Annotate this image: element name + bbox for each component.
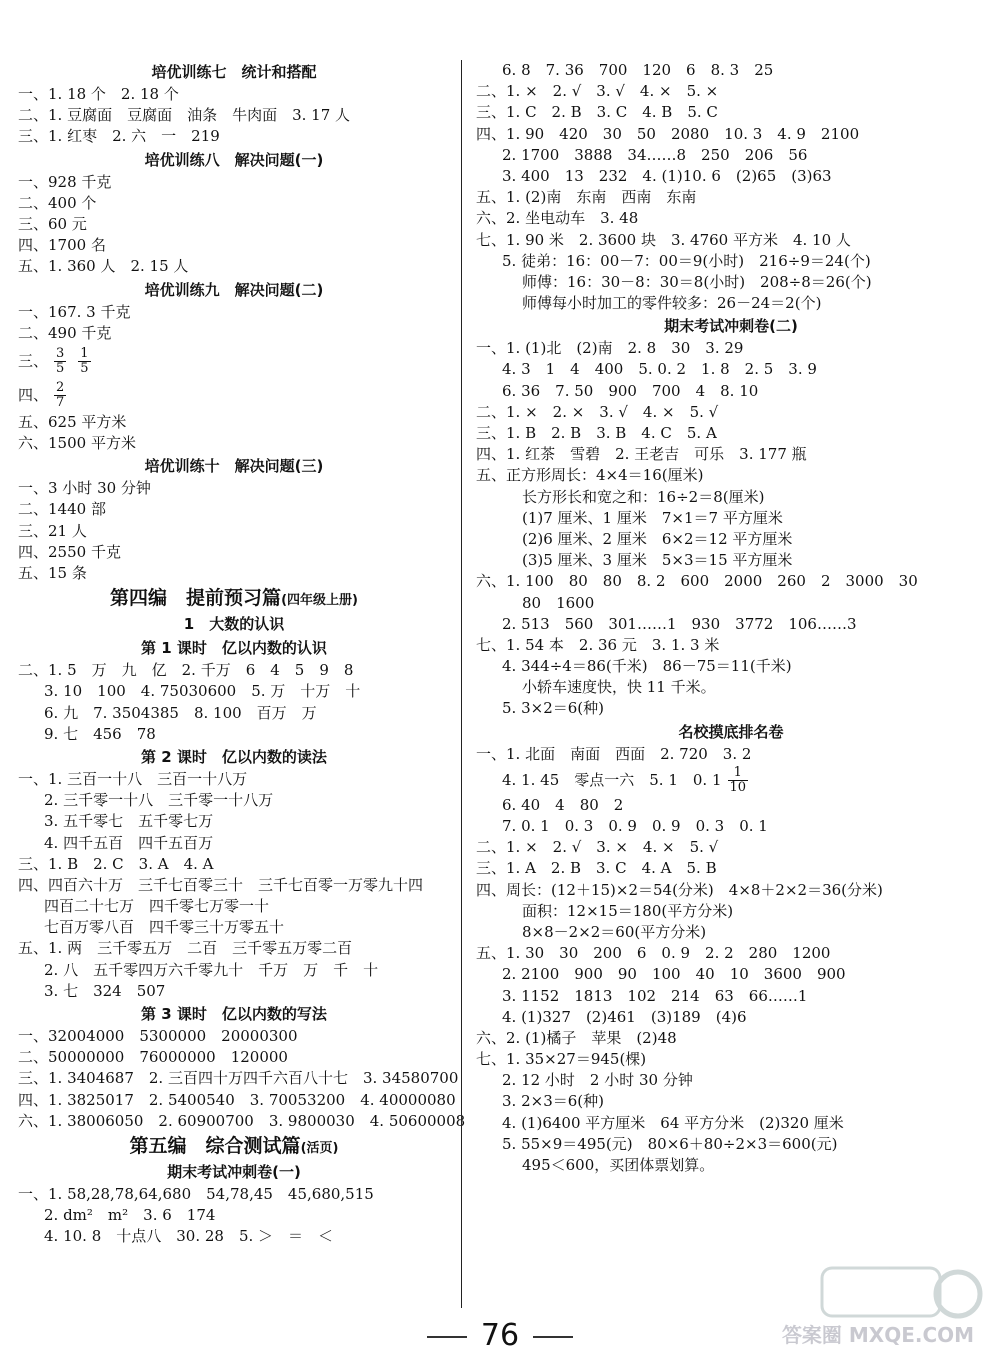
answer-line: 四、1. 3825017 2. 5400540 3. 70053200 4. 40000080: [18, 1090, 456, 1109]
answer-line: 80 1600: [522, 593, 595, 612]
section-title: 第 3 课时 亿以内数的写法: [141, 1005, 327, 1023]
fraction-denominator: 7: [56, 395, 65, 411]
answer-line: 一、1. 三百一十八 三百一十八万: [18, 769, 248, 788]
answer-line: 8×8－2×2＝60(平方分米): [522, 922, 707, 941]
watermark-text: 答案圈 MXQE.COM: [781, 1323, 975, 1347]
fraction-numerator: 3: [56, 346, 65, 362]
answer-line: 7. 0. 1 0. 3 0. 9 0. 9 0. 3 0. 1: [502, 817, 768, 835]
answer-line: 三、1. 红枣 2. 六 一 219: [18, 127, 220, 146]
answer-line: 二、1. × 2. √ 3. × 4. × 5. √: [476, 838, 719, 857]
answer-line: 6. 40 4 80 2: [502, 795, 624, 814]
answer-line: 二、1. 豆腐面 豆腐面 油条 牛肉面 3. 17 人: [18, 106, 351, 125]
answer-line: 2. 12 小时 2 小时 30 分钟: [502, 1071, 693, 1090]
answer-line: (1)7 厘米、1 厘米 7×1＝7 平方厘米: [522, 508, 783, 527]
watermark-logo: [781, 1262, 988, 1354]
answer-line: 三、1. B 2. C 3. A 4. A: [18, 854, 214, 873]
answer-line: 小轿车速度快，快 11 千米。: [522, 678, 716, 697]
footer-dash-left: [427, 1336, 467, 1338]
answer-line: 三、1. B 2. B 3. B 4. C 5. A: [476, 424, 717, 442]
watermark-circle: [936, 1272, 980, 1316]
answer-line: 5. 3×2＝6(种): [502, 699, 604, 718]
section-title: 期末考试冲刺卷(二): [664, 317, 798, 336]
answer-line: 4. 3 1 4 400 5. 0. 2 1. 8 2. 5 3. 9: [502, 360, 817, 379]
fraction-denominator: 10: [729, 780, 747, 796]
answer-line: 六、1500 平方米: [18, 434, 136, 453]
answer-line: 三、1. A 2. B 3. C 4. A 5. B: [476, 859, 717, 878]
section-title: 培优训练九 解决问题(二): [144, 280, 324, 299]
answer-line: 5. 徒弟：16：00－7：00＝9(小时) 216÷9＝24(个): [502, 251, 871, 270]
watermark-frame: [822, 1268, 940, 1316]
answer-line: 五、15 条: [18, 564, 87, 582]
answer-line: [476, 765, 986, 795]
answer-line: 6. 8 7. 36 700 120 6 8. 3 25: [502, 61, 774, 79]
answer-line: 长方形长和宽之和：16÷2＝8(厘米): [522, 487, 765, 506]
fraction-numerator: 1: [80, 346, 89, 362]
answer-line: 师傅每小时加工的零件较多：26－24＝2(个): [522, 294, 822, 313]
answer-line: 一、1. (1)北 (2)南 2. 8 30 3. 29: [476, 339, 744, 358]
answer-line: 6. 九 7. 3504385 8. 100 百万 万: [44, 703, 317, 722]
answer-line: 一、32004000 5300000 20000300: [18, 1027, 298, 1045]
answer-line: 4. 10. 8 十点八 30. 28 5. ＞ ＝ ＜: [44, 1227, 334, 1246]
section-title: 培优训练十 解决问题(三): [144, 457, 324, 476]
answer-line: 七、1. 35×27＝945(棵): [476, 1050, 647, 1069]
answer-line: 五、625 平方米: [18, 412, 127, 431]
part-title: [18, 1132, 450, 1160]
answer-line: 三、21 人: [18, 521, 87, 540]
answer-line: 一、1. 北面 南面 西面 2. 720 3. 2: [476, 744, 752, 763]
answer-line: 一、1. 18 个 2. 18 个: [18, 85, 179, 103]
answer-line: 四、1. 90 420 30 50 2080 10. 3 4. 9 2100: [476, 124, 860, 143]
section-title: 名校摸底排名卷: [678, 722, 784, 741]
answer-line: 四、1. 红茶 雪碧 2. 王老吉 可乐 3. 177 瓶: [476, 445, 807, 464]
answer-line: 二、1. × 2. × 3. √ 4. × 5. √: [476, 402, 719, 421]
answer-line: 五、1. 360 人 2. 15 人: [18, 257, 189, 276]
answer-line: 2. 2100 900 90 100 40 10 3600 900: [502, 965, 846, 984]
answer-line: 2. 1700 3888 34……8 250 206 56: [502, 145, 808, 164]
column-divider: [461, 60, 462, 1308]
answer-line: 四、周长：(12＋15)×2＝54(分米) 4×8＋2×2＝36(分米): [476, 880, 883, 899]
answer-line: 六、2. 坐电动车 3. 48: [476, 209, 639, 228]
answer-line: 3. 1152 1813 102 214 63 66……1: [502, 986, 808, 1005]
answer-line: 3. 2×3＝6(种): [502, 1092, 604, 1111]
section-title: 1 大数的认识: [183, 615, 285, 634]
answer-line: 一、167. 3 千克: [18, 302, 131, 321]
fraction-numerator: 1: [728, 766, 749, 781]
answer-line: 3. 五千零七 五千零七万: [44, 812, 214, 831]
section-title: 期末考试冲刺卷(一): [167, 1162, 301, 1181]
answer-line: 四、2550 千克: [18, 542, 121, 561]
section-title: 第 2 课时 亿以内数的读法: [141, 747, 327, 766]
right-answer-column: [476, 60, 986, 1176]
part-title: [18, 584, 450, 612]
answer-line: 七、1. 54 本 2. 36 元 3. 1. 3 米: [476, 635, 720, 654]
answer-line: 495＜600，买团体票划算。: [522, 1156, 715, 1174]
part-title-main: 第五编 综合测试篇: [129, 1134, 301, 1157]
answer-line: 2. 三千零一十八 三千零一十八万: [44, 791, 274, 810]
page-number: 76: [480, 1318, 520, 1353]
answer-line: 五、1. (2)南 东南 西南 东南: [476, 188, 697, 207]
answer-line: 6. 36 7. 50 900 700 4 8. 10: [502, 381, 759, 400]
answer-text: 4. 1. 45 零点一六 5. 1 0. 1: [502, 770, 722, 789]
answer-line: 二、50000000 76000000 120000: [18, 1048, 288, 1067]
answer-line: (3)5 厘米、3 厘米 5×3＝15 平方厘米: [522, 551, 793, 570]
fraction-numerator: 2: [56, 380, 65, 396]
part-title-note: (四年级上册): [281, 593, 358, 609]
answer-line: 六、2. (1)橘子 苹果 (2)48: [476, 1028, 677, 1047]
fraction: [728, 766, 749, 795]
part-title-main: 第四编 提前预习篇: [110, 587, 282, 610]
answer-line: 3. 10 100 4. 75030600 5. 万 十万 十: [44, 682, 361, 701]
answer-line: 4. (1)327 (2)461 (3)189 (4)6: [502, 1007, 747, 1026]
footer-dash-right: [533, 1336, 573, 1338]
answer-line: 二、1. × 2. √ 3. √ 4. × 5. ×: [476, 82, 719, 101]
answer-line: [18, 378, 450, 412]
fraction: [78, 347, 90, 376]
answer-line: 三、1. 3404687 2. 三百四十万四千六百八十七 3. 34580700: [18, 1069, 459, 1088]
answer-line: 三、1. C 2. B 3. C 4. B 5. C: [476, 103, 718, 122]
answer-line: 师傅：16：30－8：30＝8(小时) 208÷8＝26(个): [522, 272, 872, 291]
answer-line: 五、正方形周长：4×4＝16(厘米): [476, 466, 704, 485]
answer-line: 4. 344÷4＝86(千米) 86－75＝11(千米): [502, 657, 792, 676]
answer-line: 面积：12×15＝180(平方分米): [522, 901, 734, 920]
answer-line: 四、四百六十万 三千七百零三十 三千七百零一万零九十四: [18, 875, 424, 894]
answer-line: 四百二十七万 四千零七万零一十: [44, 897, 270, 916]
answer-line: 3. 400 13 232 4. (1)10. 6 (2)65 (3)63: [502, 166, 832, 185]
answer-line: 二、400 个: [18, 193, 97, 212]
section-title: 培优训练七 统计和搭配: [151, 63, 317, 81]
fraction-denominator: 5: [80, 361, 89, 377]
answer-line: 三、60 元: [18, 214, 87, 233]
answer-line: 3. 七 324 507: [44, 981, 166, 1000]
section-title: 培优训练八 解决问题(一): [144, 150, 324, 169]
answer-line: 七、1. 90 米 2. 3600 块 3. 4760 平方米 4. 10 人: [476, 230, 851, 249]
part-title-note: (活页): [300, 1140, 339, 1156]
answer-line: 4. (1)6400 平方厘米 64 平方分米 (2)320 厘米: [502, 1113, 844, 1132]
answer-line: 二、1. 5 万 九 亿 2. 千万 6 4 5 9 8: [18, 661, 354, 680]
answer-line: 9. 七 456 78: [44, 724, 156, 743]
answer-line: 五、1. 两 三千零五万 二百 三千零五万零二百: [18, 939, 353, 958]
answer-line: 二、1440 部: [18, 500, 106, 519]
answer-line: 4. 四千五百 四千五百万: [44, 833, 214, 852]
section-title: 第 1 课时 亿以内数的认识: [141, 639, 327, 658]
answer-line: 六、1. 100 80 80 8. 2 600 2000 260 2 3000 30: [476, 572, 918, 591]
answer-text: 三、: [18, 351, 49, 370]
answer-line: [18, 344, 450, 378]
answer-line: 一、928 千克: [18, 172, 112, 191]
answer-line: 一、1. 58,28,78,64,680 54,78,45 45,680,515: [18, 1184, 374, 1203]
left-answer-column: [18, 60, 466, 1248]
answer-line: 四、1700 名: [18, 236, 106, 255]
answer-line: 2. 八 五千零四万六千零九十 千万 万 千 十: [44, 960, 379, 979]
answer-line: 一、3 小时 30 分钟: [18, 479, 151, 498]
answer-line: (2)6 厘米、2 厘米 6×2＝12 平方厘米: [522, 529, 793, 548]
answer-line: 五、1. 30 30 200 6 0. 9 2. 2 280 1200: [476, 944, 831, 963]
fraction: [54, 381, 66, 410]
answer-line: 六、1. 38006050 2. 60900700 3. 9800030 4. 50600008: [18, 1111, 466, 1130]
answer-line: 5. 55×9＝495(元) 80×6＋80÷2×3＝600(元): [502, 1134, 838, 1153]
answer-line: 七百万零八百 四千零三十万零五十: [44, 918, 285, 937]
fraction-denominator: 5: [56, 361, 65, 377]
answer-text: 四、: [18, 385, 49, 404]
answer-line: 2. dm² m² 3. 6 174: [44, 1206, 216, 1225]
answer-line: 2. 513 560 301……1 930 3772 106……3: [502, 614, 857, 633]
answer-line: 二、490 千克: [18, 323, 112, 342]
fraction: [54, 347, 66, 376]
